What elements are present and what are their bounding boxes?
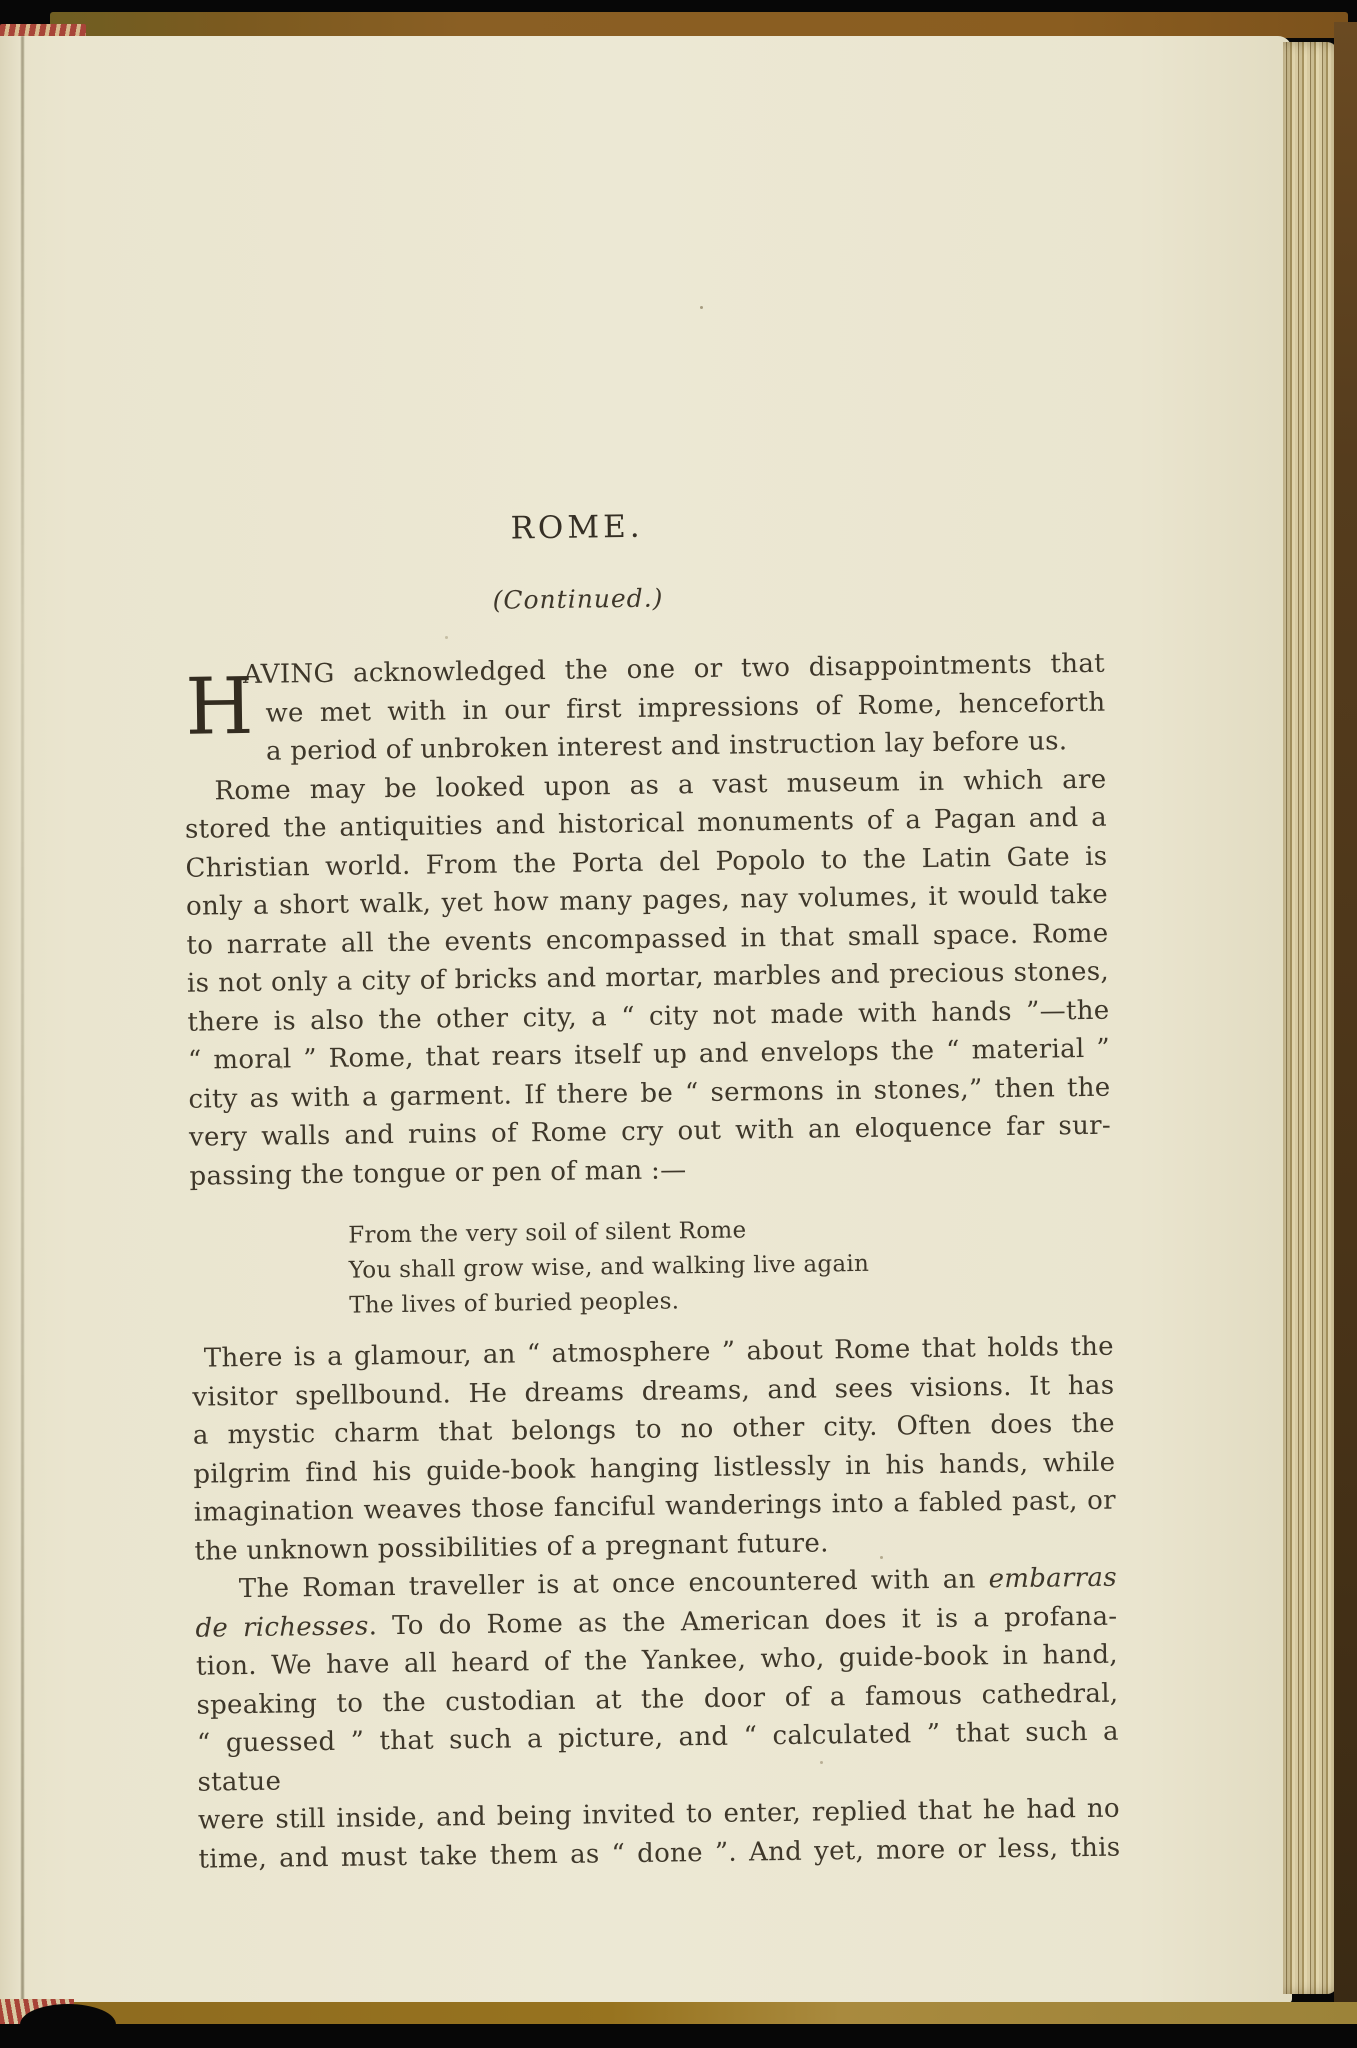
text-line: to narrate all the events encompassed in that small space. Rome	[186, 918, 1109, 961]
paragraph-block	[192, 1328, 1117, 1571]
paragraph-block	[183, 645, 1106, 773]
text-line: tion. We have all heard of the Yankee, who, guide-book in hand,	[195, 1639, 1119, 1682]
text-line: Rome may be looked upon as a vast museum in which are	[214, 764, 1107, 806]
text-line: were still inside, and being invited to enter, replied that he had no	[197, 1793, 1121, 1836]
text-line: There is a glamour, an “ atmosphere ” about Rome that holds the	[203, 1331, 1115, 1374]
text-line: “ moral ” Rome, that rears itself up and envelops the “ material ”	[187, 1033, 1111, 1076]
text-line: very walls and ruins of Rome cry out with an eloquence far sur-	[188, 1110, 1112, 1153]
page-fore-edge-stack	[1283, 42, 1337, 1994]
drop-cap: H	[184, 661, 255, 753]
text-line: From the very soil of silent Rome	[348, 1217, 747, 1249]
book-page	[0, 36, 1292, 2004]
text-line: Christian world. From the Porta del Popolo to the Latin Gate is	[185, 841, 1108, 884]
text-line: AVING acknowledged the one or two disappointments that	[242, 648, 1106, 690]
text-line: de richesses. To do Rome as the American does it is a profana-	[195, 1601, 1118, 1644]
text-blocks	[183, 645, 1121, 1879]
text-line: city as with a garment. If there be “ sermons in stones,” then the	[188, 1072, 1111, 1115]
text-line: passing the tongue or pen of man :—	[189, 1154, 687, 1192]
book-cover-bottom-edge	[0, 2002, 1357, 2024]
text-line: imagination weaves those fanciful wanderings into a fabled past, or	[193, 1485, 1117, 1528]
page-subtitle: (Continued.)	[492, 583, 664, 615]
text-line: The lives of buried peoples.	[349, 1288, 680, 1319]
text-line: The Roman traveller is at once encountered with an embarras	[238, 1562, 1118, 1605]
text-line: we met with in our first impressions of Rome, henceforth	[265, 687, 1106, 729]
page-text-column	[175, 25, 1124, 2048]
text-line: there is also the other city, a “ city not made with hands ”—the	[187, 995, 1110, 1038]
text-line: a mystic charm that belongs to no other city. Often does the	[192, 1408, 1116, 1451]
text-line: visitor spellbound. He dreams dreams, and sees visions. It has	[192, 1370, 1115, 1413]
text-line: is not only a city of bricks and mortar, marbles and precious stones,	[186, 956, 1110, 999]
text-line: speaking to the custodian at the door of a famous cathedral,	[196, 1678, 1119, 1721]
text-line: You shall grow wise, and walking live again	[348, 1250, 870, 1284]
paragraph-block	[184, 760, 1111, 1196]
paragraph-block	[195, 1559, 1121, 1879]
text-line: pilgrim find his guide-book hanging listlessly in his hands, while	[193, 1447, 1116, 1490]
text-line: stored the antiquities and historical monuments of a Pagan and a	[184, 802, 1108, 845]
page-title: ROME.	[510, 508, 644, 547]
book-cover-right	[1334, 22, 1357, 2020]
text-line: the unknown possibilities of a pregnant future.	[194, 1527, 829, 1567]
verse-block	[190, 1209, 1113, 1326]
text-line: only a short walk, yet how many pages, nay volumes, it would take	[185, 879, 1109, 922]
text-line: “ guessed ” that such a picture, and “ calculated ” that such a statue	[196, 1716, 1120, 1798]
text-line: time, and must take them as “ done ”. And yet, more or less, this	[198, 1832, 1121, 1875]
text-line: a period of unbroken interest and instruction lay before us.	[265, 726, 1068, 767]
